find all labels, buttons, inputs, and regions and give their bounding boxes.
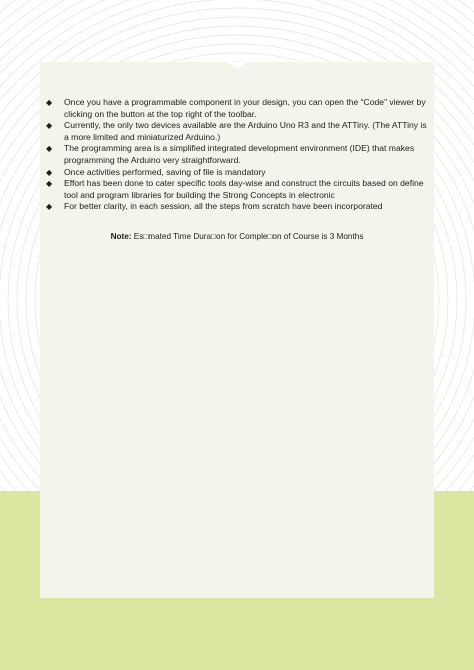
bullet-item xyxy=(46,201,430,213)
bullet-item xyxy=(46,178,430,201)
bullet-text: For better clarity, in each session, all the steps from scratch have been incorporated xyxy=(64,201,383,212)
diamond-bullet-icon: ◆ xyxy=(46,121,53,131)
bullet-item xyxy=(46,97,430,120)
bullet-text: Once activities performed, saving of file is mandatory xyxy=(64,166,266,177)
diamond-bullet-icon: ◆ xyxy=(46,202,53,212)
note-label: Note: xyxy=(110,232,132,241)
bullet-item xyxy=(46,143,430,166)
diamond-bullet-icon: ◆ xyxy=(46,98,53,107)
course-duration-note xyxy=(40,231,434,242)
diamond-bullet-icon: ◆ xyxy=(46,179,53,189)
bullet-text: Once you have a programmable component in your design, you can open the “Code” viewer by clicking on the button at the top right of the toolbar. xyxy=(64,97,426,119)
panel-top-notch xyxy=(227,62,247,69)
bullet-item xyxy=(46,120,430,143)
bullet-text: The programming area is a simplified integrated development environment (IDE) that makes programming the Arduino very straightforward. xyxy=(64,143,415,165)
bullet-list xyxy=(46,97,430,213)
bullet-text: Effort has been done to cater specific tools day-wise and construct the circuits based on define tool and program libraries for building the Strong Concepts in electronic xyxy=(64,178,424,200)
note-text: Es□mated Time Dura□on for Comple□on of Course is 3 Months xyxy=(133,232,364,241)
bullet-text: Currently, the only two devices available are the Arduino Uno R3 and the ATTiny. (The ATTiny is a more limited and miniaturized Arduino.) xyxy=(64,120,427,142)
diamond-bullet-icon: ◆ xyxy=(46,144,53,154)
bullet-item xyxy=(46,167,430,179)
diamond-bullet-icon: ◆ xyxy=(46,167,53,177)
